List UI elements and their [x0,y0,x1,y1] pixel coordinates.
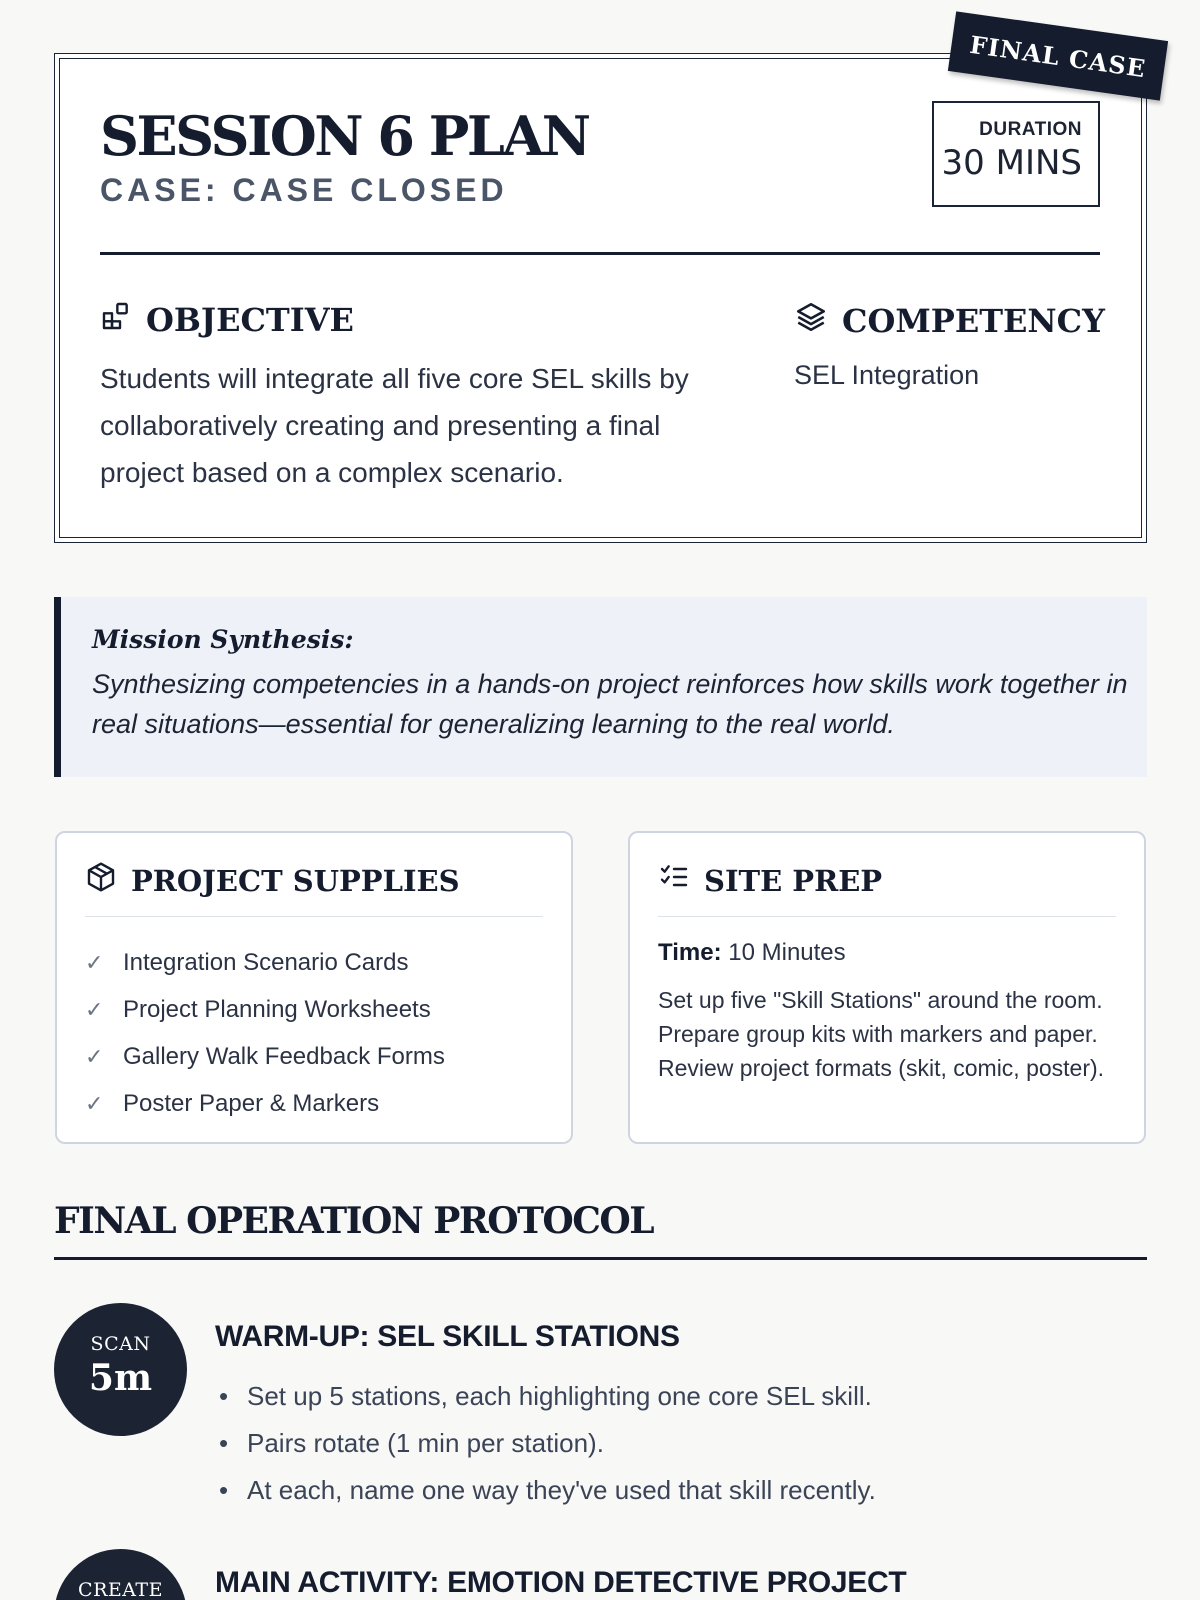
supplies-heading [85,833,543,917]
step-badge-time: 5m [88,1357,153,1399]
prep-instructions: Set up five "Skill Stations" around the room. Prepare group kits with markers and paper. Review project formats (skit, comic, poster). [658,987,1105,1081]
list-item: • At each, name one way they've used that skill recently. [215,1467,876,1514]
check-icon: ✓ [85,1043,104,1069]
list-item: ✓ Gallery Walk Feedback Forms [85,1042,445,1070]
step-title: WARM-UP: SEL SKILL STATIONS [215,1320,680,1353]
mission-label: Mission Synthesis: [92,625,354,654]
protocol-divider [54,1257,1147,1260]
checklist-icon [658,861,690,900]
step-badge-label: CREATE [78,1579,163,1600]
objective-title: OBJECTIVE [146,301,354,339]
final-case-stamp: FINAL CASE [948,11,1168,100]
site-prep-card [628,831,1146,1144]
prep-time-value: 10 Minutes [728,939,846,966]
step-bullets [215,1373,876,1514]
mission-text: Synthesizing competencies in a hands-on project reinforces how skills work together in real situations—essential for generalizing learning to the real world. [92,669,1128,739]
site-prep-title: SITE PREP [704,863,883,898]
check-icon: ✓ [85,1090,104,1116]
step-badge [54,1303,187,1436]
site-prep-heading [658,833,1116,917]
step-title: MAIN ACTIVITY: EMOTION DETECTIVE PROJECT [215,1566,907,1599]
page-title: SESSION 6 PLAN [100,104,589,168]
prep-time-label: Time: [658,939,722,966]
check-icon: ✓ [85,949,104,975]
case-subtitle: CASE: CASE CLOSED [100,172,508,208]
protocol-title: FINAL OPERATION PROTOCOL [54,1200,654,1242]
duration-box [932,101,1100,207]
supplies-title: PROJECT SUPPLIES [131,863,460,898]
package-icon [85,861,117,900]
supplies-list [85,939,543,1127]
mission-synthesis-callout [54,597,1147,777]
list-item: ✓ Integration Scenario Cards [85,948,409,976]
competency-title: COMPETENCY [842,302,1105,340]
list-item: ✓ Project Planning Worksheets [85,995,431,1023]
list-item: • Set up 5 stations, each highlighting one core SEL skill. [215,1373,876,1420]
layers-icon [794,300,828,342]
step-badge-label: SCAN [90,1333,151,1355]
competency-text: SEL Integration [794,360,980,390]
duration-value: 30 MINS [941,143,1082,183]
blocks-icon [100,300,132,340]
objective-heading [100,300,354,340]
project-supplies-card [55,831,573,1144]
list-item: • Pairs rotate (1 min per station). [215,1420,876,1467]
duration-label: DURATION [979,119,1082,140]
list-item: ✓ Poster Paper & Markers [85,1089,380,1117]
check-icon: ✓ [85,996,104,1022]
objective-text: Students will integrate all five core SEL skills by collaboratively creating and presenting a final project based on a complex scenario. [100,363,689,488]
prep-time [658,939,1116,967]
step-badge [54,1549,187,1600]
competency-heading [794,300,1105,342]
header-divider [100,252,1100,255]
